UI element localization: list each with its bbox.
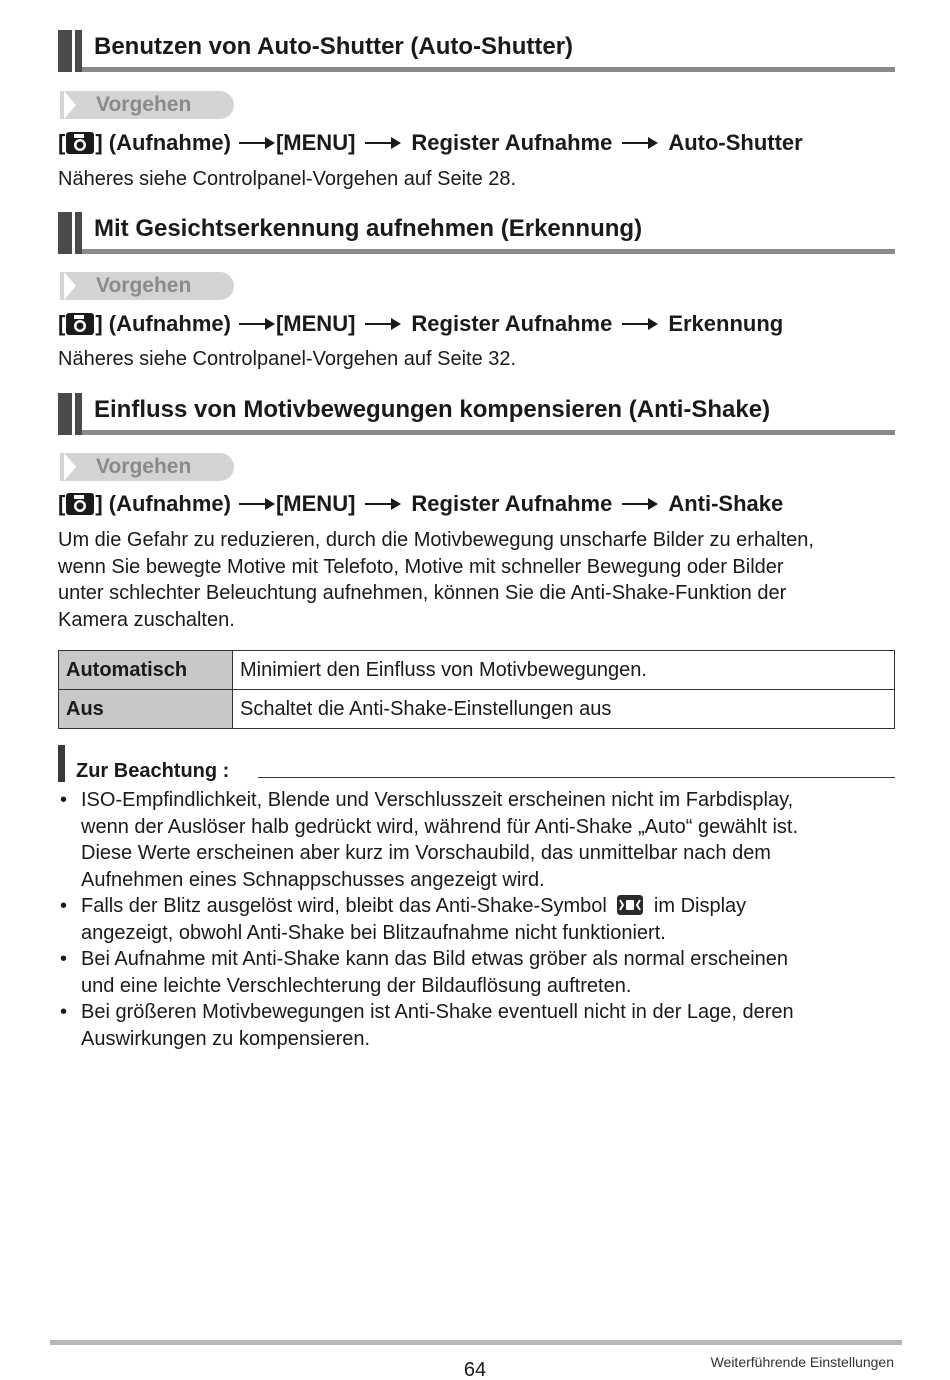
path-register: Register Aufnahme	[411, 311, 613, 336]
camera-icon	[66, 493, 94, 515]
section-title: Einfluss von Motivbewegungen kompensieren (Anti-Shake)	[94, 396, 771, 423]
item-line: Bei Aufnahme mit Anti-Shake kann das Bild etwas gröber als normal erscheinen	[81, 948, 789, 970]
body-line: unter schlechter Beleuchtung aufnehmen, können Sie die Anti-Shake-Funktion der	[58, 582, 787, 604]
body-line: Kamera zuschalten.	[58, 608, 235, 631]
path-target: Auto-Shutter	[668, 130, 803, 155]
chapter-label: Weiterführende Einstellungen	[710, 1354, 894, 1370]
section-heading-erkennung	[58, 212, 895, 254]
path-target: Anti-Shake	[668, 491, 784, 516]
path-bracket-open: [	[58, 311, 66, 336]
bullet: •	[60, 789, 68, 811]
section-title: Benutzen von Auto-Shutter (Auto-Shutter)	[94, 33, 574, 60]
note-bar	[58, 745, 65, 782]
option-key: Automatisch	[59, 651, 233, 690]
page-number: 64	[463, 1359, 487, 1380]
arrow-right-icon	[239, 142, 273, 144]
path-bracket-open: [	[58, 491, 66, 516]
path-target: Erkennung	[668, 311, 784, 336]
body-line: wenn Sie bewegte Motive mit Telefoto, Motive mit schneller Bewegung oder Bilder	[58, 555, 784, 578]
menu-path	[58, 309, 783, 339]
list-item	[58, 946, 898, 999]
item-text: im Display	[653, 895, 747, 917]
path-aufnahme: ] (Aufnahme)	[95, 130, 231, 155]
camera-icon	[66, 132, 94, 154]
table-row	[59, 690, 895, 729]
item-line: ISO-Empfindlichkeit, Blende und Verschlusszeit erscheinen nicht im Farbdisplay,	[81, 789, 794, 811]
heading-bar	[58, 30, 72, 72]
option-value: Minimiert den Einfluss von Motivbewegungen.	[233, 651, 895, 690]
heading-bar	[58, 212, 72, 254]
item-line: wenn der Auslöser halb gedrückt wird, während für Anti-Shake „Auto“ gewählt ist.	[81, 815, 799, 838]
heading-rule	[82, 67, 895, 72]
heading-bar	[58, 393, 72, 435]
section-body: Näheres siehe Controlpanel-Vorgehen auf Seite 32.	[58, 348, 517, 370]
heading-rule	[82, 249, 895, 254]
section-body	[58, 527, 814, 633]
section-body: Näheres siehe Controlpanel-Vorgehen auf Seite 28.	[58, 168, 517, 190]
arrow-right-icon	[622, 142, 656, 144]
chevron-right-icon	[64, 272, 76, 300]
menu-path	[58, 128, 803, 158]
path-register: Register Aufnahme	[411, 130, 613, 155]
procedure-label: Vorgehen	[96, 455, 192, 478]
heading-bar	[75, 30, 82, 72]
path-aufnahme: ] (Aufnahme)	[95, 491, 231, 516]
note-rule	[258, 777, 895, 778]
item-line: Diese Werte erscheinen aber kurz im Vorschaubild, das unmittelbar nach dem	[81, 842, 771, 864]
procedure-badge	[60, 272, 234, 300]
bullet: •	[60, 948, 68, 970]
item-line: Auswirkungen zu kompensieren.	[81, 1027, 371, 1050]
procedure-badge	[60, 91, 234, 119]
path-menu: [MENU]	[275, 311, 356, 336]
arrow-right-icon	[622, 503, 656, 505]
arrow-right-icon	[239, 503, 273, 505]
body-line: Um die Gefahr zu reduzieren, durch die Motivbewegung unscharfe Bilder zu erhalten,	[58, 529, 814, 551]
item-line	[81, 893, 898, 920]
table-row	[59, 651, 895, 690]
list-item	[58, 787, 898, 893]
section-title: Mit Gesichtserkennung aufnehmen (Erkennung)	[94, 215, 643, 242]
item-line: Aufnehmen eines Schnappschusses angezeigt wird.	[81, 868, 545, 891]
note-title: Zur Beachtung :	[76, 760, 230, 782]
path-menu: [MENU]	[275, 491, 356, 516]
anti-shake-icon	[617, 895, 643, 915]
chevron-right-icon	[64, 91, 76, 119]
arrow-right-icon	[365, 142, 399, 144]
list-item	[58, 999, 898, 1052]
item-line: Bei größeren Motivbewegungen ist Anti-Shake eventuell nicht in der Lage, deren	[81, 1001, 794, 1023]
procedure-badge	[60, 453, 234, 481]
bullet: •	[60, 895, 68, 917]
option-value: Schaltet die Anti-Shake-Einstellungen aus	[233, 690, 895, 729]
procedure-label: Vorgehen	[96, 93, 192, 116]
note-list	[58, 787, 898, 1052]
footer-rule	[50, 1340, 902, 1345]
section-heading-auto-shutter	[58, 30, 895, 72]
option-key: Aus	[59, 690, 233, 729]
heading-rule	[82, 430, 895, 435]
path-aufnahme: ] (Aufnahme)	[95, 311, 231, 336]
procedure-label: Vorgehen	[96, 274, 192, 297]
path-bracket-open: [	[58, 130, 66, 155]
arrow-right-icon	[365, 323, 399, 325]
arrow-right-icon	[365, 503, 399, 505]
bullet: •	[60, 1001, 68, 1023]
chevron-right-icon	[64, 453, 76, 481]
options-table	[58, 650, 895, 729]
item-line: angezeigt, obwohl Anti-Shake bei Blitzaufnahme nicht funktioniert.	[81, 921, 666, 944]
arrow-right-icon	[239, 323, 273, 325]
camera-icon	[66, 313, 94, 335]
list-item	[58, 893, 898, 946]
arrow-right-icon	[622, 323, 656, 325]
item-line: und eine leichte Verschlechterung der Bildauflösung auftreten.	[81, 974, 632, 997]
path-register: Register Aufnahme	[411, 491, 613, 516]
heading-bar	[75, 212, 82, 254]
path-menu: [MENU]	[275, 130, 356, 155]
menu-path	[58, 489, 783, 519]
item-text: Falls der Blitz ausgelöst wird, bleibt das Anti-Shake-Symbol	[81, 895, 607, 917]
heading-bar	[75, 393, 82, 435]
section-heading-anti-shake	[58, 393, 895, 435]
